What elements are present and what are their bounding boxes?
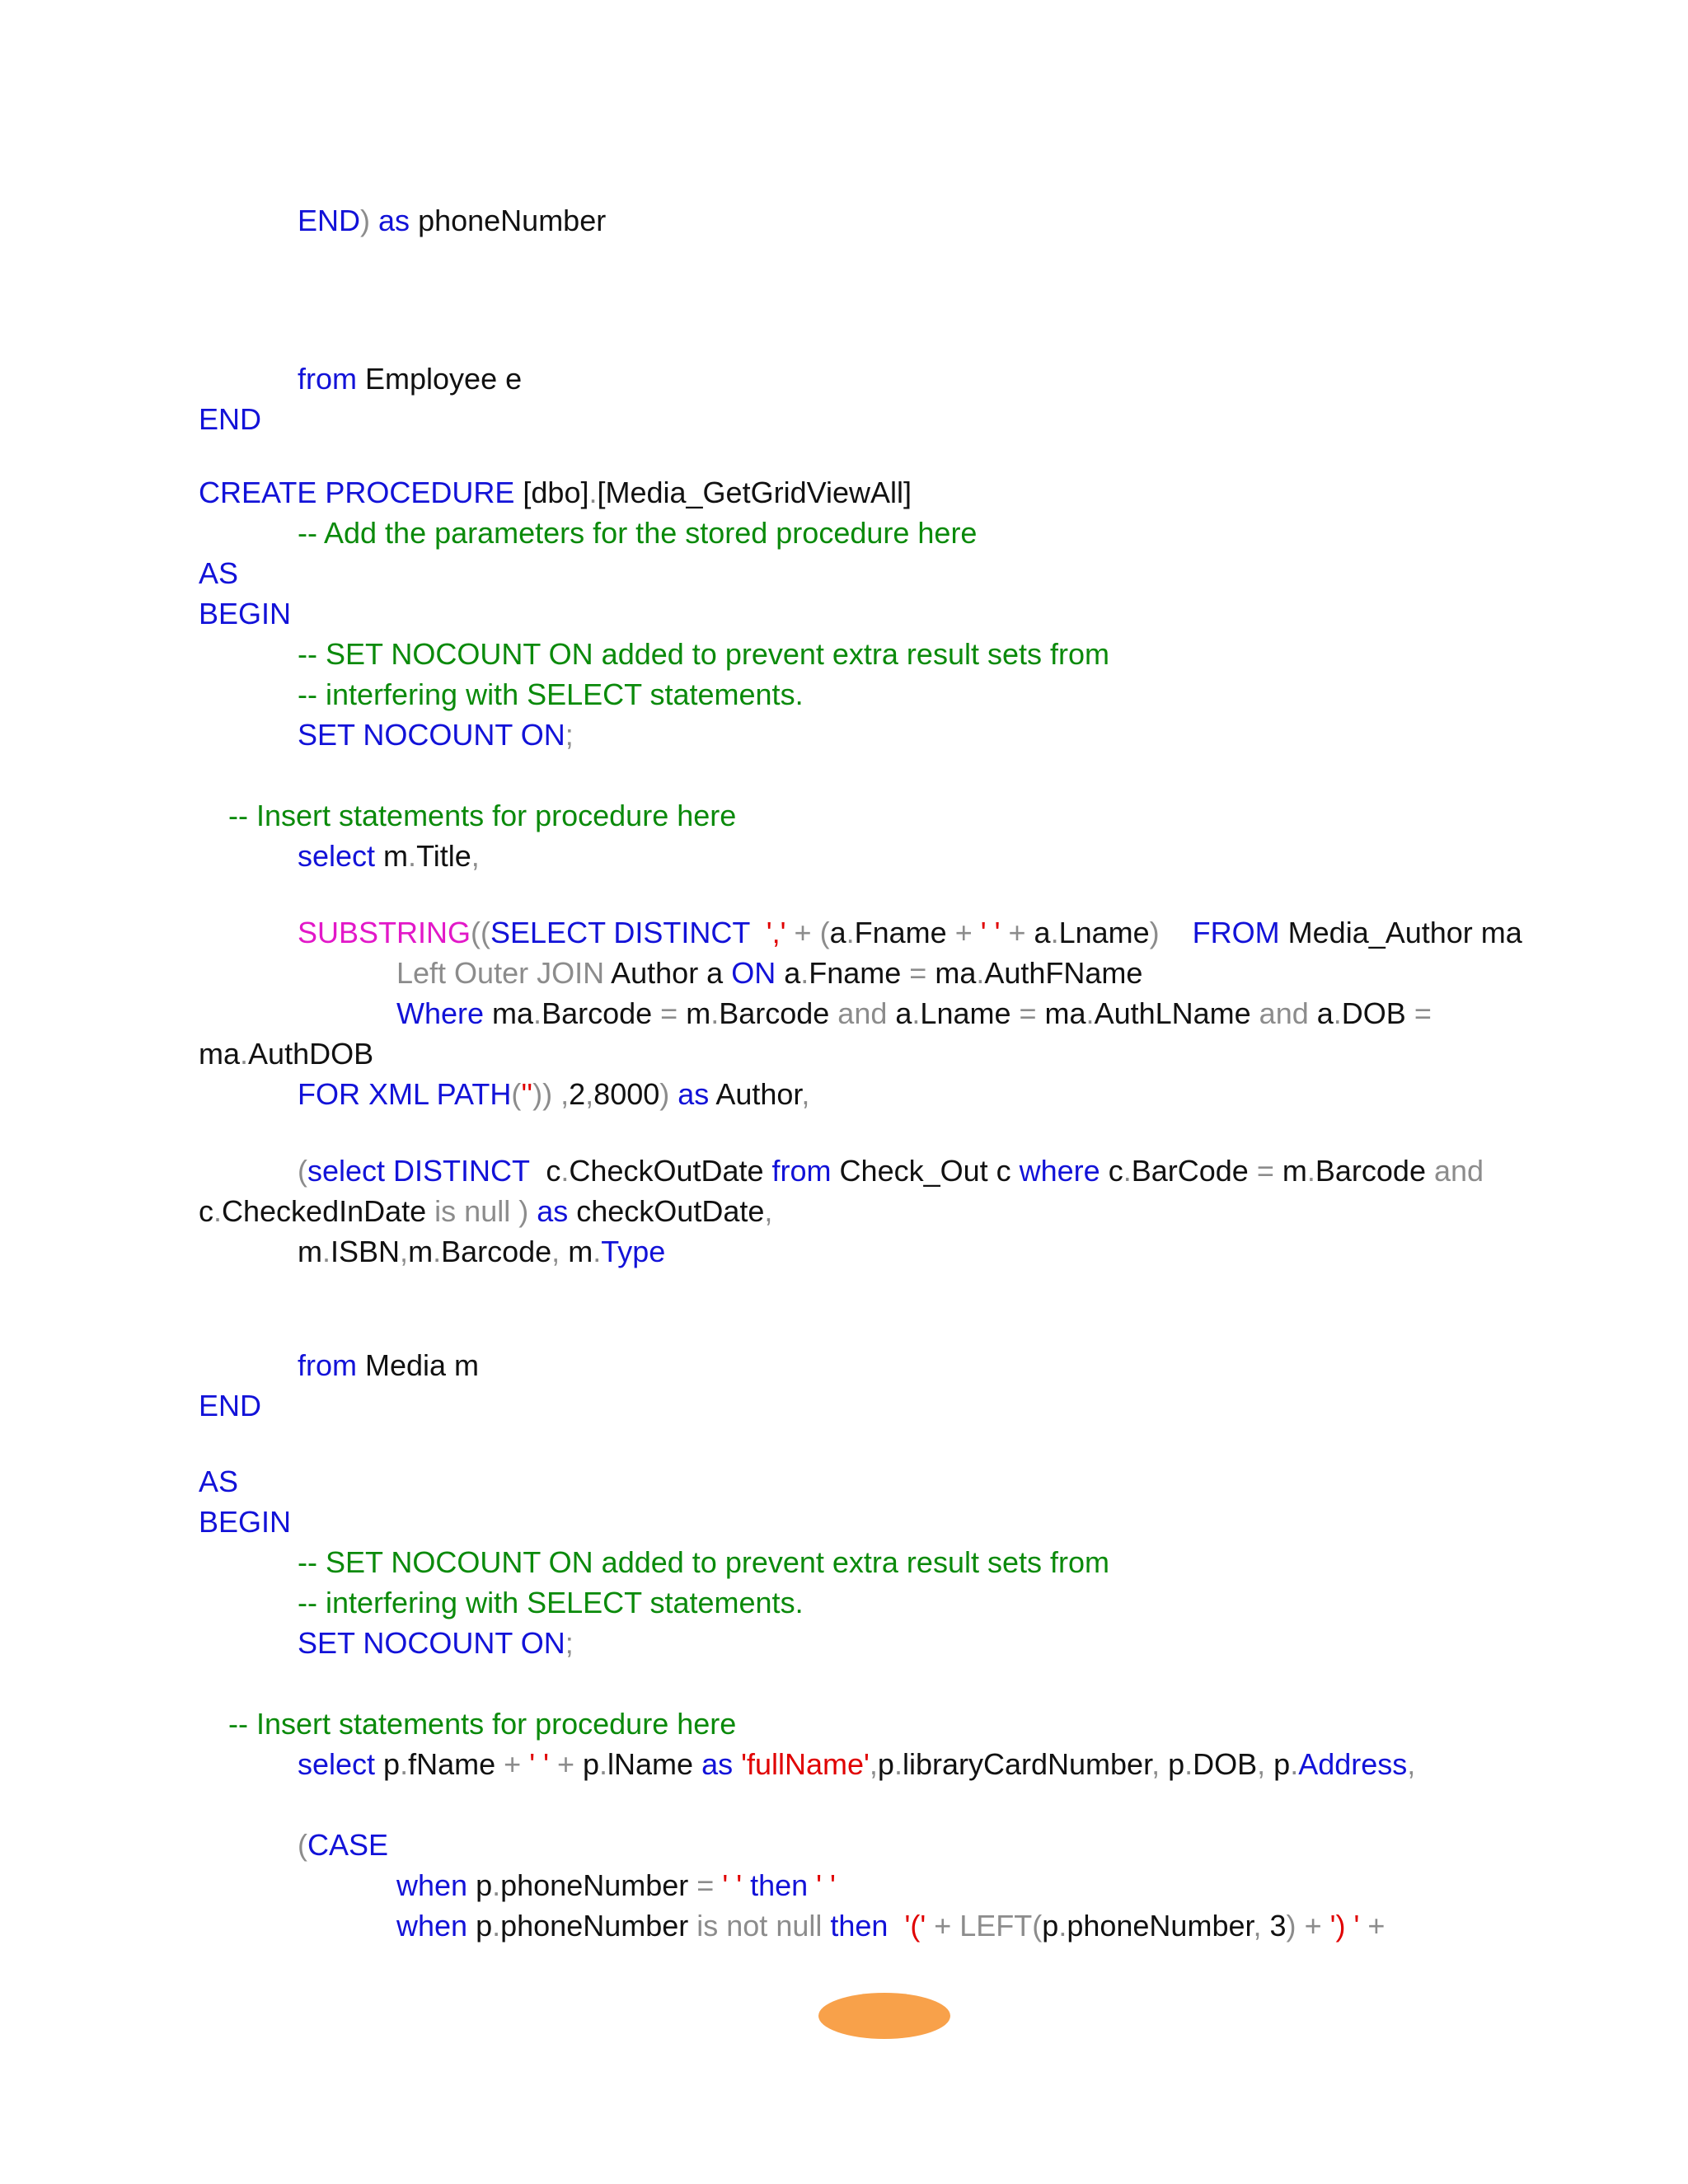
operator-token: . [400,1747,409,1781]
identifier-token [549,1747,557,1781]
comment-token: -- SET NOCOUNT ON added to prevent extra result sets from [298,637,1109,671]
keyword-token: then [750,1868,809,1902]
identifier-token: Barcode [441,1235,552,1268]
operator-token: . [893,1747,903,1781]
keyword-token: Where [396,996,485,1030]
identifier-token: ma [199,1037,241,1071]
identifier-token: CheckOutDate [569,1154,772,1188]
identifier-token [1160,916,1193,949]
function-token: SUBSTRING [298,916,471,949]
operator-token: LEFT( [959,1909,1043,1943]
code-line [298,1744,1415,1785]
operator-token: and [837,996,888,1030]
identifier-token: p [1042,1909,1059,1943]
operator-token: ; [565,1626,574,1660]
string-token: ' ' [722,1868,743,1902]
keyword-token: Type [601,1235,666,1268]
identifier-token: a [776,956,801,990]
operator-token: + [504,1747,522,1781]
code-line [298,1151,1484,1192]
string-token: ',' [766,916,786,949]
operator-token: = [1256,1154,1274,1188]
identifier-token: Barcode [719,996,838,1030]
identifier-token: phoneNumber [1067,1909,1254,1943]
keyword-token: as [378,204,410,237]
identifier-token [888,1909,904,1943]
code-line [298,1582,804,1624]
identifier-token: a [1308,996,1334,1030]
operator-token: . [560,1154,570,1188]
identifier-token: 8000 [593,1077,660,1111]
operator-token: . [433,1235,442,1268]
identifier-token: m [560,1235,593,1268]
operator-token: , [1407,1747,1416,1781]
operator-token: and [1433,1154,1484,1188]
code-line [396,953,1142,994]
identifier-token [370,204,378,237]
operator-token: . [976,956,985,990]
identifier-token: m [375,839,409,873]
string-token: ' ' [980,916,1001,949]
identifier-token: p [1160,1747,1185,1781]
operator-token: ( [298,1154,307,1188]
operator-token: . [1050,916,1059,949]
keyword-token: then [830,1909,889,1943]
comment-token: -- Insert statements for procedure here [228,1707,737,1741]
identifier-token: CheckedInDate [222,1194,435,1228]
operator-token: is null ) [434,1194,529,1228]
operator-token: = [696,1868,715,1902]
identifier-token: Barcode [1315,1154,1434,1188]
operator-token: (( [471,916,491,949]
operator-token: , [585,1077,594,1111]
identifier-token [808,1868,816,1902]
identifier-token: ma [926,956,977,990]
code-line [396,1865,836,1906]
identifier-token: AuthLName [1094,996,1259,1030]
identifier-token: Author a [604,956,732,990]
operator-token: )) [532,1077,553,1111]
identifier-token: AuthDOB [248,1037,374,1071]
identifier-token [552,1077,560,1111]
operator-token: . [492,1909,501,1943]
identifier-token: Fname [854,916,955,949]
code-line [199,1385,261,1427]
operator-token: . [533,996,542,1030]
operator-token: . [1306,1154,1315,1188]
code-line [199,1191,772,1232]
code-line [298,1074,809,1115]
operator-token: . [1123,1154,1132,1188]
identifier-token: fName [408,1747,504,1781]
operator-token: . [240,1037,249,1071]
operator-token: ( [819,916,830,949]
identifier-token: lName [607,1747,702,1781]
keyword-token: select DISTINCT [307,1154,530,1188]
identifier-token: [dbo] [514,476,589,509]
keyword-token: CREATE PROCEDURE [199,476,515,509]
identifier-token: BarCode [1131,1154,1257,1188]
code-line [298,912,1522,954]
identifier-token: 3 [1261,1909,1287,1943]
code-line [298,674,804,715]
identifier-token [669,1077,678,1111]
comment-token: -- Insert statements for procedure here [228,799,737,832]
code-line [228,795,736,837]
identifier-token [750,916,767,949]
keyword-token: BEGIN [199,597,292,630]
operator-token: , [764,1194,773,1228]
operator-token: . [1058,1909,1067,1943]
operator-token: ; [565,718,574,752]
operator-token: = [909,956,927,990]
operator-token: + [954,916,973,949]
operator-token: ) [1149,916,1160,949]
operator-token: + [1367,1909,1386,1943]
operator-token: , [869,1747,878,1781]
operator-token: . [800,956,809,990]
operator-token: . [710,996,720,1030]
string-token: ' ' [816,1868,836,1902]
identifier-token: 2 [569,1077,586,1111]
string-token: ' ' [529,1747,549,1781]
identifier-token [521,1747,529,1781]
operator-token: = [1414,996,1432,1030]
identifier-token: a [887,996,912,1030]
identifier-token: p [574,1747,600,1781]
identifier-token: p [467,1909,493,1943]
identifier-token: Barcode [542,996,661,1030]
keyword-token: AS [199,1465,239,1498]
operator-token: . [593,1235,602,1268]
keyword-token: when [396,1868,468,1902]
identifier-token: DOB [1193,1747,1258,1781]
keyword-token: as [678,1077,710,1111]
operator-token: . [588,476,598,509]
identifier-token: ma [1036,996,1086,1030]
code-line [396,1905,1385,1947]
identifier-token [528,1194,537,1228]
operator-token: . [912,996,921,1030]
operator-token: , [1253,1909,1262,1943]
code-line [396,993,1432,1034]
keyword-token: FOR XML PATH [298,1077,512,1111]
page-number-badge [818,1993,950,2039]
keyword-token: from [298,362,357,396]
keyword-token: SET NOCOUNT ON [298,718,565,752]
keyword-token: BEGIN [199,1505,292,1539]
code-line [199,1033,373,1075]
identifier-token: checkOutDate [568,1194,765,1228]
operator-token: ( [298,1828,307,1862]
identifier-token: phoneNumber [500,1909,697,1943]
operator-token: . [1085,996,1095,1030]
operator-token: + [794,916,812,949]
keyword-token: END [199,1389,262,1422]
identifier-token [1296,1909,1305,1943]
identifier-token: ISBN [331,1235,401,1268]
comment-token: -- interfering with SELECT statements. [298,1586,804,1619]
identifier-token: Title [416,839,471,873]
operator-token: , [1257,1747,1266,1781]
code-line [199,553,238,594]
keyword-token: FROM [1192,916,1280,949]
code-line [298,715,574,756]
identifier-token [786,916,795,949]
identifier-token: c [1100,1154,1123,1188]
code-line [199,1461,238,1502]
code-line [298,359,522,400]
identifier-token: Check_Out c [831,1154,1020,1188]
operator-token: . [1333,996,1342,1030]
keyword-token: when [396,1909,468,1943]
operator-token: ) [659,1077,670,1111]
string-token: ') ' [1329,1909,1360,1943]
identifier-token [822,1909,830,1943]
keyword-token: from [771,1154,832,1188]
keyword-token: END [298,204,361,237]
operator-token: . [1184,1747,1193,1781]
identifier-token: p [467,1868,493,1902]
operator-token: . [213,1194,223,1228]
operator-token: Left Outer JOIN [396,956,605,990]
operator-token: . [322,1235,331,1268]
identifier-token: AuthFName [984,956,1143,990]
operator-token: , [551,1235,560,1268]
string-token: 'fullName' [741,1747,870,1781]
identifier-token: Author [709,1077,802,1111]
operator-token: + [934,1909,952,1943]
code-line [298,836,480,877]
operator-token: + [1008,916,1026,949]
identifier-token: p [375,1747,401,1781]
identifier-token: m [678,996,711,1030]
operator-token: . [408,839,417,873]
identifier-token: libraryCardNumber [902,1747,1152,1781]
identifier-token [812,916,820,949]
code-line [298,200,606,241]
code-line [199,472,912,513]
code-line [199,593,291,635]
identifier-token [1000,916,1008,949]
keyword-token: Address [1298,1747,1408,1781]
identifier-token: m [1273,1154,1307,1188]
keyword-token: SELECT DISTINCT [490,916,750,949]
operator-token: , [560,1077,570,1111]
comment-token: -- interfering with SELECT statements. [298,677,804,711]
identifier-token: m [298,1235,322,1268]
keyword-token: END [199,402,262,436]
identifier-token: c [529,1154,561,1188]
comment-token: -- SET NOCOUNT ON added to prevent extra result sets from [298,1545,1109,1579]
identifier-token: Lname [1058,916,1150,949]
keyword-token: select [298,839,376,873]
identifier-token [742,1868,750,1902]
code-line [298,1623,574,1664]
operator-token: is not null [696,1909,823,1943]
identifier-token: p [877,1747,894,1781]
identifier-token: phoneNumber [410,204,607,237]
keyword-token: as [701,1747,734,1781]
identifier-token: [Media_GetGridViewAll] [597,476,912,509]
keyword-token: where [1019,1154,1100,1188]
identifier-token: Lname [920,996,1020,1030]
identifier-token [951,1909,959,1943]
keyword-token: AS [199,556,239,590]
code-line [199,1502,291,1543]
code-line [298,1231,665,1272]
identifier-token [714,1868,722,1902]
keyword-token: select [298,1747,376,1781]
operator-token: , [801,1077,810,1111]
operator-token: ) [360,204,371,237]
operator-token: . [846,916,855,949]
code-line [298,1345,479,1386]
identifier-token: Media m [357,1348,480,1382]
operator-token: ) [1286,1909,1296,1943]
identifier-token: phoneNumber [500,1868,697,1902]
operator-token: , [400,1235,409,1268]
keyword-token: CASE [307,1828,389,1862]
identifier-token [1322,1909,1330,1943]
identifier-token: m [408,1235,434,1268]
operator-token: + [556,1747,574,1781]
operator-token: , [1151,1747,1160,1781]
identifier-token: p [1265,1747,1291,1781]
operator-token: . [1290,1747,1299,1781]
string-token: '' [521,1077,533,1111]
identifier-token: a [1025,916,1051,949]
identifier-token: Employee e [357,362,523,396]
identifier-token: ma [484,996,534,1030]
identifier-token [926,1909,934,1943]
string-token: '(' [904,1909,926,1943]
code-line [298,1542,1109,1583]
identifier-token [1359,1909,1367,1943]
operator-token: = [660,996,678,1030]
identifier-token [733,1747,741,1781]
identifier-token: c [199,1194,213,1228]
operator-token: = [1019,996,1037,1030]
operator-token: ( [511,1077,522,1111]
keyword-token: from [298,1348,357,1382]
operator-token: and [1259,996,1309,1030]
identifier-token: a [829,916,846,949]
code-line [298,513,977,554]
keyword-token: ON [731,956,776,990]
keyword-token: SET NOCOUNT ON [298,1626,565,1660]
code-line [199,399,261,440]
identifier-token: Media_Author ma [1279,916,1522,949]
operator-token: + [1304,1909,1322,1943]
keyword-token: as [537,1194,569,1228]
code-line [298,634,1109,675]
code-line [298,1825,388,1866]
operator-token: , [471,839,480,873]
operator-token: . [599,1747,608,1781]
comment-token: -- Add the parameters for the stored procedure here [298,516,978,550]
identifier-token: Fname [809,956,910,990]
identifier-token: DOB [1341,996,1414,1030]
identifier-token [973,916,981,949]
code-line [228,1704,736,1745]
operator-token: . [492,1868,501,1902]
